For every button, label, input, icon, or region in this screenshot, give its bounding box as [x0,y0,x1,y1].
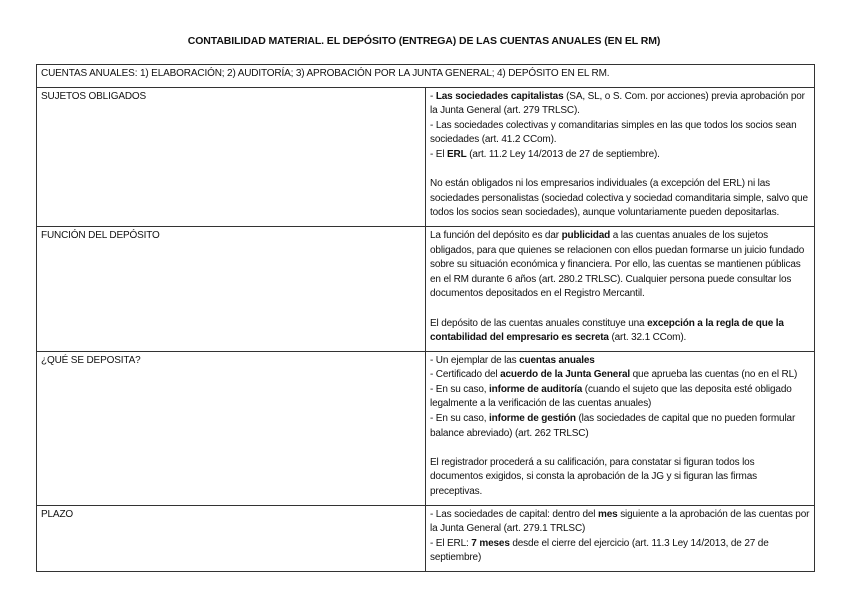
deposita-list [430,354,810,442]
list-item: - El ERL: 7 meses desde el cierre del ejercicio (art. 11.3 Ley 14/2013, de 27 de septiembre) [430,537,769,564]
row-label-plazo: PLAZO [37,505,426,571]
row-content-sujetos [426,87,815,226]
list-item: - En su caso, informe de auditoría (cuando el sujeto que las deposita esté obligado legalmente a la verificación de las cuentas anuales) [430,383,792,410]
table-row-plazo [37,505,815,571]
list-item: - Las sociedades de capital: dentro del mes siguiente a la aprobación de las cuentas por la Junta General (art. 279.1 TRLSC) [430,508,810,535]
table-row-deposita [37,351,815,505]
funcion-paragraph-1: La función del depósito es dar publicidad a las cuentas anuales de los sujetos obligados, para que quienes se relacionen con ellos puedan formarse un juicio fundado sobre su situación económica y financiera. Por ello, las cuentas se mantienen públicas en el RM durante 6 años (art. 280.2 TRLSC). Cualquier persona puede consultar los documentos depositados en el Registro Mercantil. [430,229,805,300]
sujetos-note: No están obligados ni los empresarios individuales (a excepción del ERL) ni las sociedades personalistas (sociedad colectiva y sociedad comanditaria simple, salvo que todos los socios sean sociedades), aunque voluntariamente pueden depositarlas. [430,178,808,219]
plazo-list [430,508,810,566]
row-label-deposita: ¿QUÉ SE DEPOSITA? [37,351,426,505]
list-item: - En su caso, informe de gestión (las sociedades de capital que no pueden formular balance abreviado) (art. 262 TRLSC) [430,413,796,439]
list-item: - Un ejemplar de las cuentas anuales [430,354,595,366]
list-item: - El ERL (art. 11.2 Ley 14/2013 de 27 de septiembre). [430,148,660,160]
summary-table [36,64,815,572]
table-row-funcion [37,226,815,351]
row-label-sujetos: SUJETOS OBLIGADOS [37,87,426,226]
table-header-row [37,65,815,88]
row-content-funcion [426,226,815,351]
funcion-paragraph-2: El depósito de las cuentas anuales constituye una excepción a la regla de que la contabilidad del empresario es secreta (art. 32.1 CCom). [430,317,784,344]
page-title: CONTABILIDAD MATERIAL. EL DEPÓSITO (ENTREGA) DE LAS CUENTAS ANUALES (EN EL RM) [187,35,661,47]
row-label-funcion: FUNCIÓN DEL DEPÓSITO [37,226,426,351]
sujetos-list [430,90,810,163]
deposita-note: El registrador procederá a su calificación, para constatar si figuran todos los documentos exigidos, si consta la aprobación de la JG y si figuran las firmas preceptivas. [430,456,757,498]
row-content-deposita [426,351,815,505]
table-row-sujetos [37,87,815,226]
header-cell: CUENTAS ANUALES: 1) ELABORACIÓN; 2) AUDITORÍA; 3) APROBACIÓN POR LA JUNTA GENERAL; 4) DEPÓSITO EN EL RM. [37,65,815,88]
list-item: - Las sociedades capitalistas (SA, SL, o S. Com. por acciones) previa aprobación por la Junta General (art. 279 TRLSC). [430,90,805,117]
list-item: - Certificado del acuerdo de la Junta General que aprueba las cuentas (no en el RL) [430,369,798,381]
row-content-plazo [426,505,815,571]
list-item: - Las sociedades colectivas y comanditarias simples en las que todos los socios sean sociedades (art. 41.2 CCom). [430,119,797,146]
